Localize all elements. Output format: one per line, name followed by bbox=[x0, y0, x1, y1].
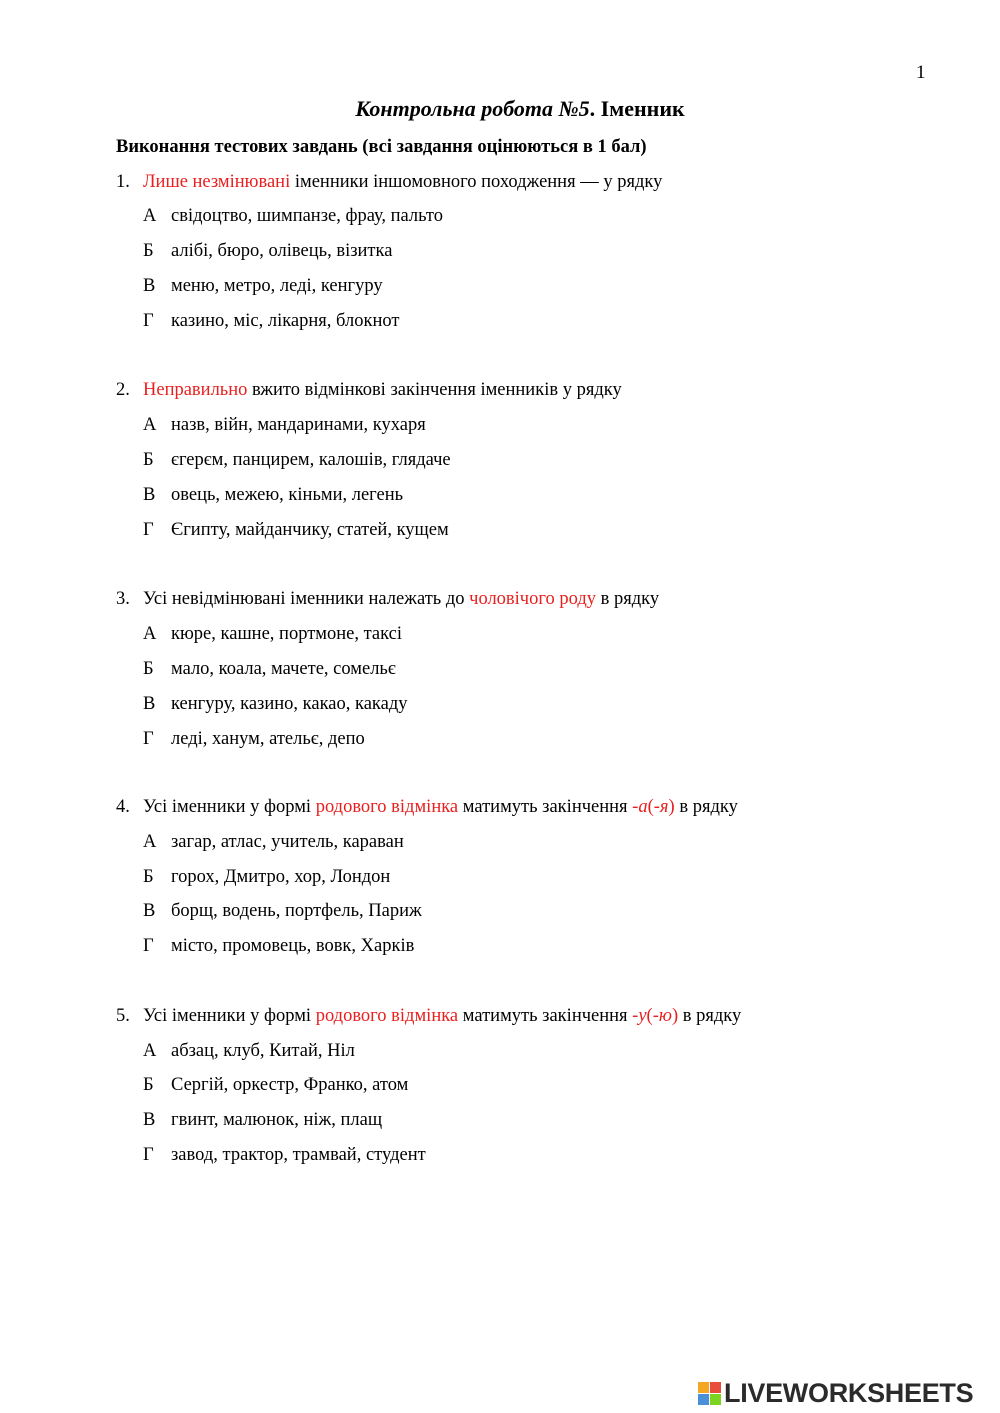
question-5 bbox=[116, 1006, 741, 1027]
question-number: 1. bbox=[116, 172, 130, 192]
option-5d[interactable] bbox=[143, 1145, 426, 1166]
option-letter: А bbox=[143, 415, 157, 435]
option-text: овець, межею, кіньми, легень bbox=[171, 485, 404, 505]
option-letter: Б bbox=[143, 659, 154, 679]
option-text: свідоцтво, шимпанзе, фрау, пальто bbox=[171, 206, 443, 226]
option-letter: А bbox=[143, 624, 157, 644]
title-bold: . Іменник bbox=[589, 96, 685, 121]
ending-highlight: -ю bbox=[652, 1006, 672, 1026]
option-text: місто, промовець, вовк, Харків bbox=[171, 936, 415, 956]
ending-highlight: -у bbox=[632, 1006, 647, 1026]
option-letter: Б bbox=[143, 450, 154, 470]
logo-square-icon bbox=[710, 1394, 721, 1405]
question-text: в рядку bbox=[674, 797, 738, 817]
question-text: іменники іншомовного походження — у рядку bbox=[290, 172, 663, 192]
question-4 bbox=[116, 797, 738, 818]
option-4c[interactable] bbox=[143, 901, 422, 922]
option-2b[interactable] bbox=[143, 450, 451, 471]
option-4a[interactable] bbox=[143, 832, 404, 853]
page-number: 1 bbox=[916, 62, 926, 83]
liveworksheets-logo bbox=[698, 1377, 973, 1409]
question-highlight: родового відмінка bbox=[315, 797, 459, 817]
question-2 bbox=[116, 380, 622, 401]
logo-square-icon bbox=[710, 1382, 721, 1393]
option-text: кюре, кашне, портмоне, таксі bbox=[171, 624, 403, 644]
option-4d[interactable] bbox=[143, 936, 414, 957]
question-3 bbox=[116, 589, 659, 610]
option-2d[interactable] bbox=[143, 520, 449, 541]
option-letter: А bbox=[143, 832, 157, 852]
option-3c[interactable] bbox=[143, 694, 408, 715]
question-highlight: Лише незмінювані bbox=[143, 172, 291, 192]
option-3a[interactable] bbox=[143, 624, 402, 645]
option-letter: Г bbox=[143, 1145, 154, 1165]
option-text: Сергій, оркестр, Франко, атом bbox=[171, 1075, 409, 1095]
question-text: матимуть закінчення bbox=[458, 1006, 633, 1026]
option-letter: Г bbox=[143, 936, 154, 956]
option-text: леді, ханум, ательє, депо bbox=[171, 729, 365, 749]
question-highlight: чоловічого роду bbox=[469, 589, 596, 609]
option-text: горох, Дмитро, хор, Лондон bbox=[171, 867, 391, 887]
question-text: в рядку bbox=[678, 1006, 742, 1026]
option-text: загар, атлас, учитель, караван bbox=[171, 832, 404, 852]
option-text: Єгипту, майданчику, статей, кущем bbox=[171, 520, 449, 540]
option-text: казино, міс, лікарня, блокнот bbox=[171, 311, 400, 331]
ending-paren: ( bbox=[646, 1006, 653, 1026]
option-text: мало, коала, мачете, сомельє bbox=[171, 659, 396, 679]
logo-square-icon bbox=[698, 1394, 709, 1405]
option-2a[interactable] bbox=[143, 415, 426, 436]
question-text: Усі невідмінювані іменники належать до bbox=[143, 589, 470, 609]
option-letter: В bbox=[143, 694, 156, 714]
ending-paren: ) bbox=[671, 1006, 679, 1026]
option-letter: Г bbox=[143, 311, 154, 331]
option-5b[interactable] bbox=[143, 1075, 408, 1096]
question-number: 3. bbox=[116, 589, 130, 609]
question-highlight: Неправильно bbox=[143, 380, 248, 400]
option-text: абзац, клуб, Китай, Ніл bbox=[171, 1041, 355, 1061]
option-1a[interactable] bbox=[143, 206, 443, 227]
option-text: борщ, водень, портфель, Париж bbox=[171, 901, 422, 921]
ending-highlight: -а bbox=[632, 797, 648, 817]
option-letter: Б bbox=[143, 241, 154, 261]
question-text: в рядку bbox=[596, 589, 660, 609]
question-number: 5. bbox=[116, 1006, 130, 1026]
option-1b[interactable] bbox=[143, 241, 392, 262]
option-text: алібі, бюро, олівець, візитка bbox=[171, 241, 393, 261]
option-3b[interactable] bbox=[143, 659, 396, 680]
title-italic: Контрольна робота №5 bbox=[355, 96, 590, 121]
question-number: 4. bbox=[116, 797, 130, 817]
question-highlight: родового відмінка bbox=[315, 1006, 459, 1026]
ending-paren: ) bbox=[668, 797, 675, 817]
option-text: кенгуру, казино, какао, какаду bbox=[171, 694, 408, 714]
ending-paren: ( bbox=[647, 797, 654, 817]
ending-highlight: -я bbox=[653, 797, 669, 817]
option-letter: В bbox=[143, 485, 156, 505]
instructions-heading: Виконання тестових завдань (всі завдання оцінюються в 1 бал) bbox=[116, 137, 647, 157]
question-text: Усі іменники у формі bbox=[143, 1006, 316, 1026]
option-2c[interactable] bbox=[143, 485, 403, 506]
question-text: матимуть закінчення bbox=[458, 797, 633, 817]
option-letter: В bbox=[143, 901, 156, 921]
logo-text: LIVEWORKSHEETS bbox=[724, 1377, 974, 1408]
option-3d[interactable] bbox=[143, 729, 365, 750]
page-title bbox=[0, 96, 1000, 122]
question-text: вжито відмінкові закінчення іменників у рядку bbox=[247, 380, 622, 400]
option-text: єгерєм, панцирем, калошів, глядаче bbox=[171, 450, 451, 470]
option-1d[interactable] bbox=[143, 311, 399, 332]
liveworksheets-logo-icon bbox=[698, 1382, 721, 1405]
option-text: гвинт, малюнок, ніж, плащ bbox=[171, 1110, 383, 1130]
option-letter: А bbox=[143, 1041, 157, 1061]
option-1c[interactable] bbox=[143, 276, 383, 297]
option-letter: В bbox=[143, 1110, 156, 1130]
option-5a[interactable] bbox=[143, 1041, 355, 1062]
option-letter: Б bbox=[143, 867, 154, 887]
question-text: Усі іменники у формі bbox=[143, 797, 316, 817]
option-4b[interactable] bbox=[143, 867, 390, 888]
option-text: меню, метро, леді, кенгуру bbox=[171, 276, 383, 296]
logo-square-icon bbox=[698, 1382, 709, 1393]
option-letter: Б bbox=[143, 1075, 154, 1095]
option-letter: В bbox=[143, 276, 156, 296]
option-letter: А bbox=[143, 206, 157, 226]
question-1 bbox=[116, 172, 662, 193]
option-text: завод, трактор, трамвай, студент bbox=[171, 1145, 426, 1165]
option-letter: Г bbox=[143, 520, 154, 540]
option-5c[interactable] bbox=[143, 1110, 382, 1131]
option-letter: Г bbox=[143, 729, 154, 749]
question-number: 2. bbox=[116, 380, 130, 400]
option-text: назв, війн, мандаринами, кухаря bbox=[171, 415, 426, 435]
